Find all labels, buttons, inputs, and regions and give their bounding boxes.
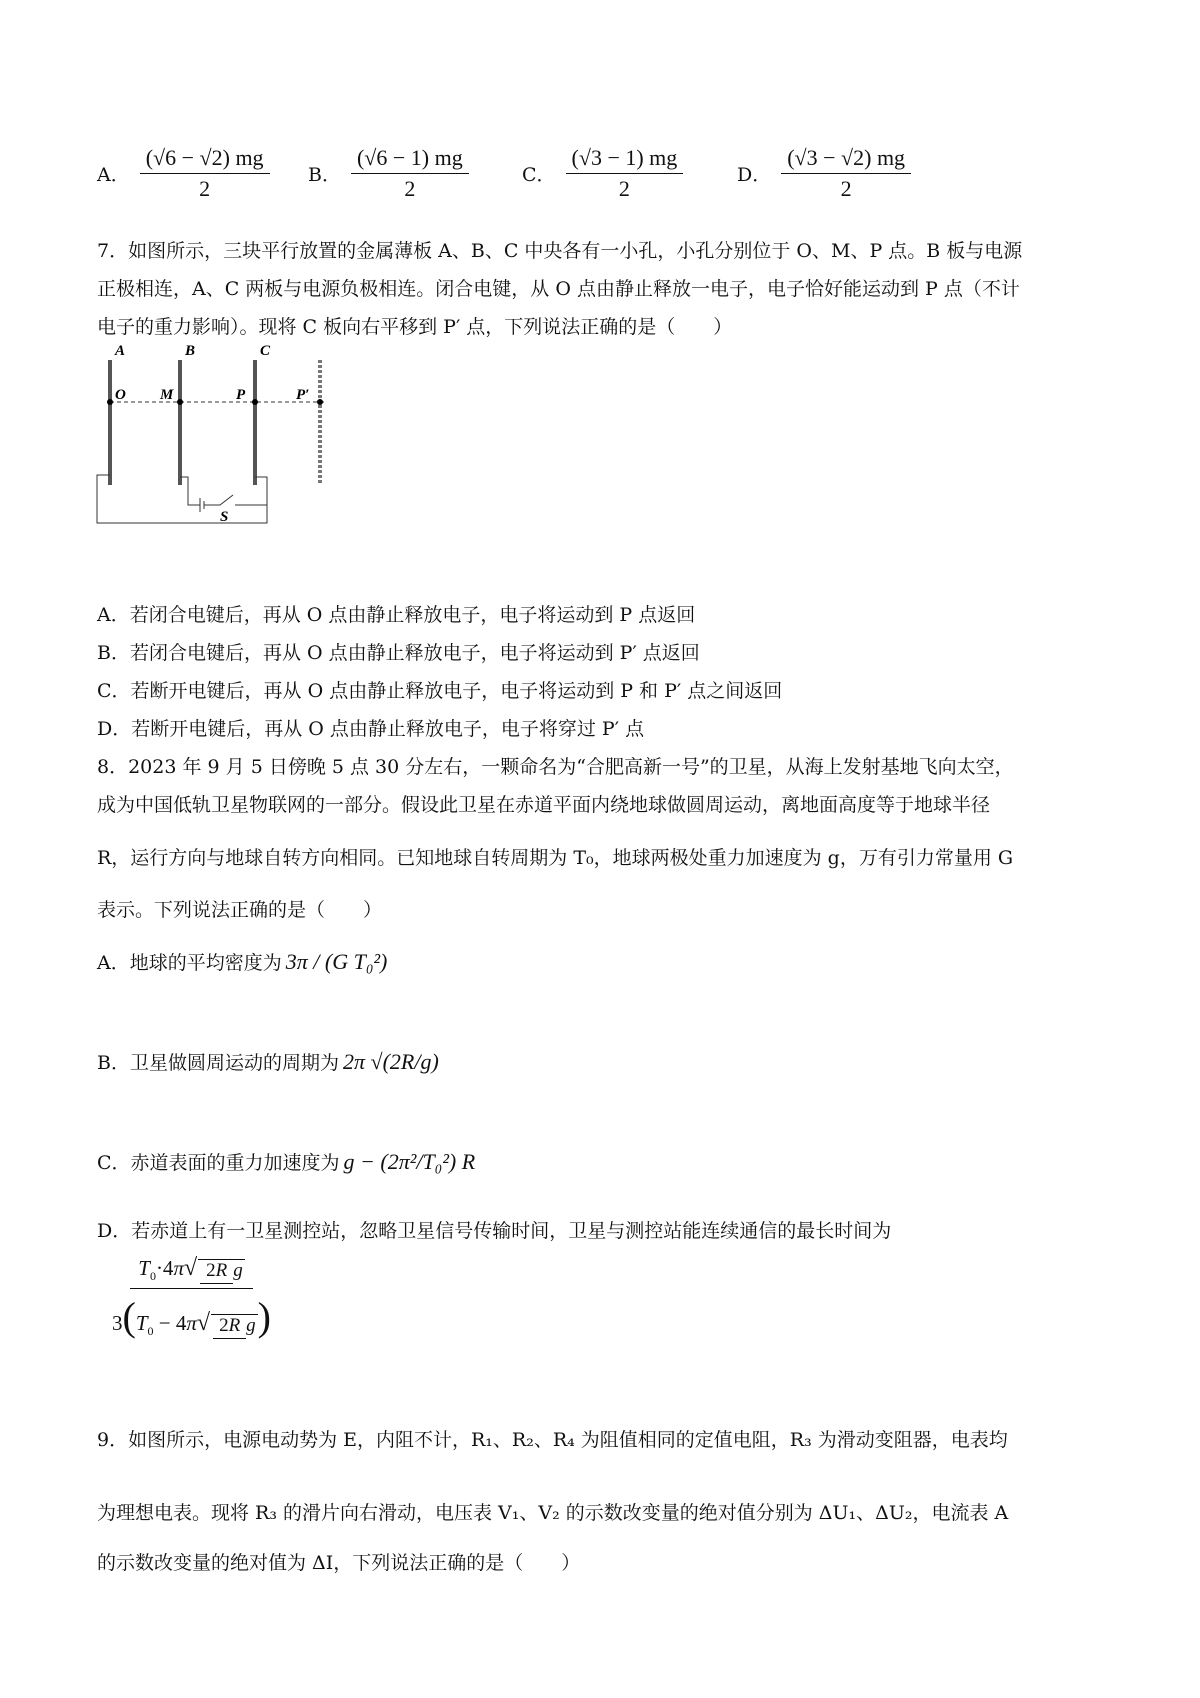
label-s: S bbox=[220, 509, 229, 525]
hole-p bbox=[252, 399, 258, 405]
q7-option-d: D．若断开电键后，再从 O 点由静止释放电子，电子将穿过 P′ 点 bbox=[97, 718, 645, 740]
label-p-prime: P′ bbox=[296, 387, 310, 403]
formula-c: g − (2π²/T₀²) R bbox=[343, 1148, 476, 1174]
q8-line: 8．2023 年 9 月 5 日傍晚 5 点 30 分左右，一颗命名为“合肥高新一号”的卫星，从海上发射基地飞向太空， bbox=[97, 756, 1014, 778]
q8-line: R，运行方向与地球自转方向相同。已知地球自转周期为 T₀，地球两极处重力加速度为 g，万有引力常量用 G bbox=[97, 847, 1014, 869]
label-c: C bbox=[260, 343, 271, 359]
q7-option-c: C．若断开电键后，再从 O 点由静止释放电子，电子将运动到 P 和 P′ 点之间返回 bbox=[97, 680, 783, 702]
option-label: D． bbox=[737, 164, 772, 186]
formula-d: $\frac{T_0\cdot 4\pi√ 2R g}{3(T_0 - 4\pi√ 2R g)}$ bbox=[112, 1255, 271, 1340]
option-label: C． bbox=[522, 164, 556, 186]
option-text: A．地球的平均密度为 bbox=[97, 952, 282, 974]
label-m: M bbox=[160, 387, 174, 403]
option-label: B． bbox=[308, 164, 341, 186]
option-numerator: (√3 − 1) mg bbox=[566, 145, 684, 174]
hole-o bbox=[107, 399, 113, 405]
q8-line: 成为中国低轨卫星物联网的一部分。假设此卫星在赤道平面内绕地球做圆周运动，离地面高度等于地球半径 bbox=[97, 794, 991, 816]
point-p-prime bbox=[317, 399, 323, 405]
q6-option-d bbox=[737, 145, 911, 202]
formula-a: 3π / (G T₀²) bbox=[285, 948, 388, 974]
q8-option-b bbox=[97, 1048, 439, 1075]
label-p: P bbox=[236, 387, 246, 403]
label-b: B bbox=[185, 343, 196, 359]
formula-b: 2π √(2R/g) bbox=[342, 1048, 439, 1074]
option-text: B．卫星做圆周运动的周期为 bbox=[97, 1052, 339, 1074]
q6-option-b bbox=[308, 145, 469, 202]
option-numerator: (√6 − 1) mg bbox=[351, 145, 469, 174]
option-numerator: (√3 − √2) mg bbox=[781, 145, 911, 174]
option-denominator: 2 bbox=[199, 176, 211, 201]
option-denominator: 2 bbox=[840, 176, 852, 201]
option-label: A． bbox=[97, 164, 130, 186]
label-a: A bbox=[115, 343, 126, 359]
label-o: O bbox=[115, 387, 126, 403]
option-formula bbox=[781, 145, 911, 202]
q6-option-c bbox=[522, 145, 683, 202]
q7-option-b: B．若闭合电键后，再从 O 点由静止释放电子，电子将运动到 P′ 点返回 bbox=[97, 642, 700, 664]
q9-line: 为理想电表。现将 R₃ 的滑片向右滑动，电压表 V₁、V₂ 的示数改变量的绝对值分别为 ΔU₁、ΔU₂，电流表 A bbox=[97, 1502, 1009, 1524]
q6-option-a bbox=[97, 145, 270, 202]
q8-option-d: D．若赤道上有一卫星测控站，忽略卫星信号传输时间，卫星与测控站能连续通信的最长时间为 bbox=[97, 1220, 892, 1242]
capacitor-plates-diagram bbox=[90, 343, 340, 575]
q7-line: 电子的重力影响）。现将 C 板向右平移到 P′ 点，下列说法正确的是（ ） bbox=[97, 316, 733, 338]
option-denominator: 2 bbox=[404, 176, 416, 201]
q8-option-a bbox=[97, 948, 387, 975]
q9-line: 9．如图所示，电源电动势为 E，内阻不计，R₁、R₂、R₄ 为阻值相同的定值电阻，R₃ 为滑动变阻器，电表均 bbox=[97, 1429, 1008, 1451]
option-text: C．赤道表面的重力加速度为 bbox=[97, 1152, 340, 1174]
option-formula bbox=[351, 145, 469, 202]
option-formula bbox=[566, 145, 684, 202]
q7-line: 正极相连，A、C 两板与电源负极相连。闭合电键，从 O 点由静止释放一电子，电子恰好能运动到 P 点（不计 bbox=[97, 278, 1020, 300]
hole-m bbox=[177, 399, 183, 405]
option-numerator: (√6 − √2) mg bbox=[140, 145, 270, 174]
q9-line: 的示数改变量的绝对值为 ΔI，下列说法正确的是（ ） bbox=[97, 1552, 581, 1574]
option-formula bbox=[140, 145, 270, 202]
q8-option-c bbox=[97, 1148, 475, 1175]
q7-line: 7．如图所示，三块平行放置的金属薄板 A、B、C 中央各有一小孔，小孔分别位于 O、M、P 点。B 板与电源 bbox=[97, 240, 1023, 262]
q8-line: 表示。下列说法正确的是（ ） bbox=[97, 899, 383, 921]
option-denominator: 2 bbox=[618, 176, 630, 201]
q7-option-a: A．若闭合电键后，再从 O 点由静止释放电子，电子将运动到 P 点返回 bbox=[97, 604, 696, 626]
